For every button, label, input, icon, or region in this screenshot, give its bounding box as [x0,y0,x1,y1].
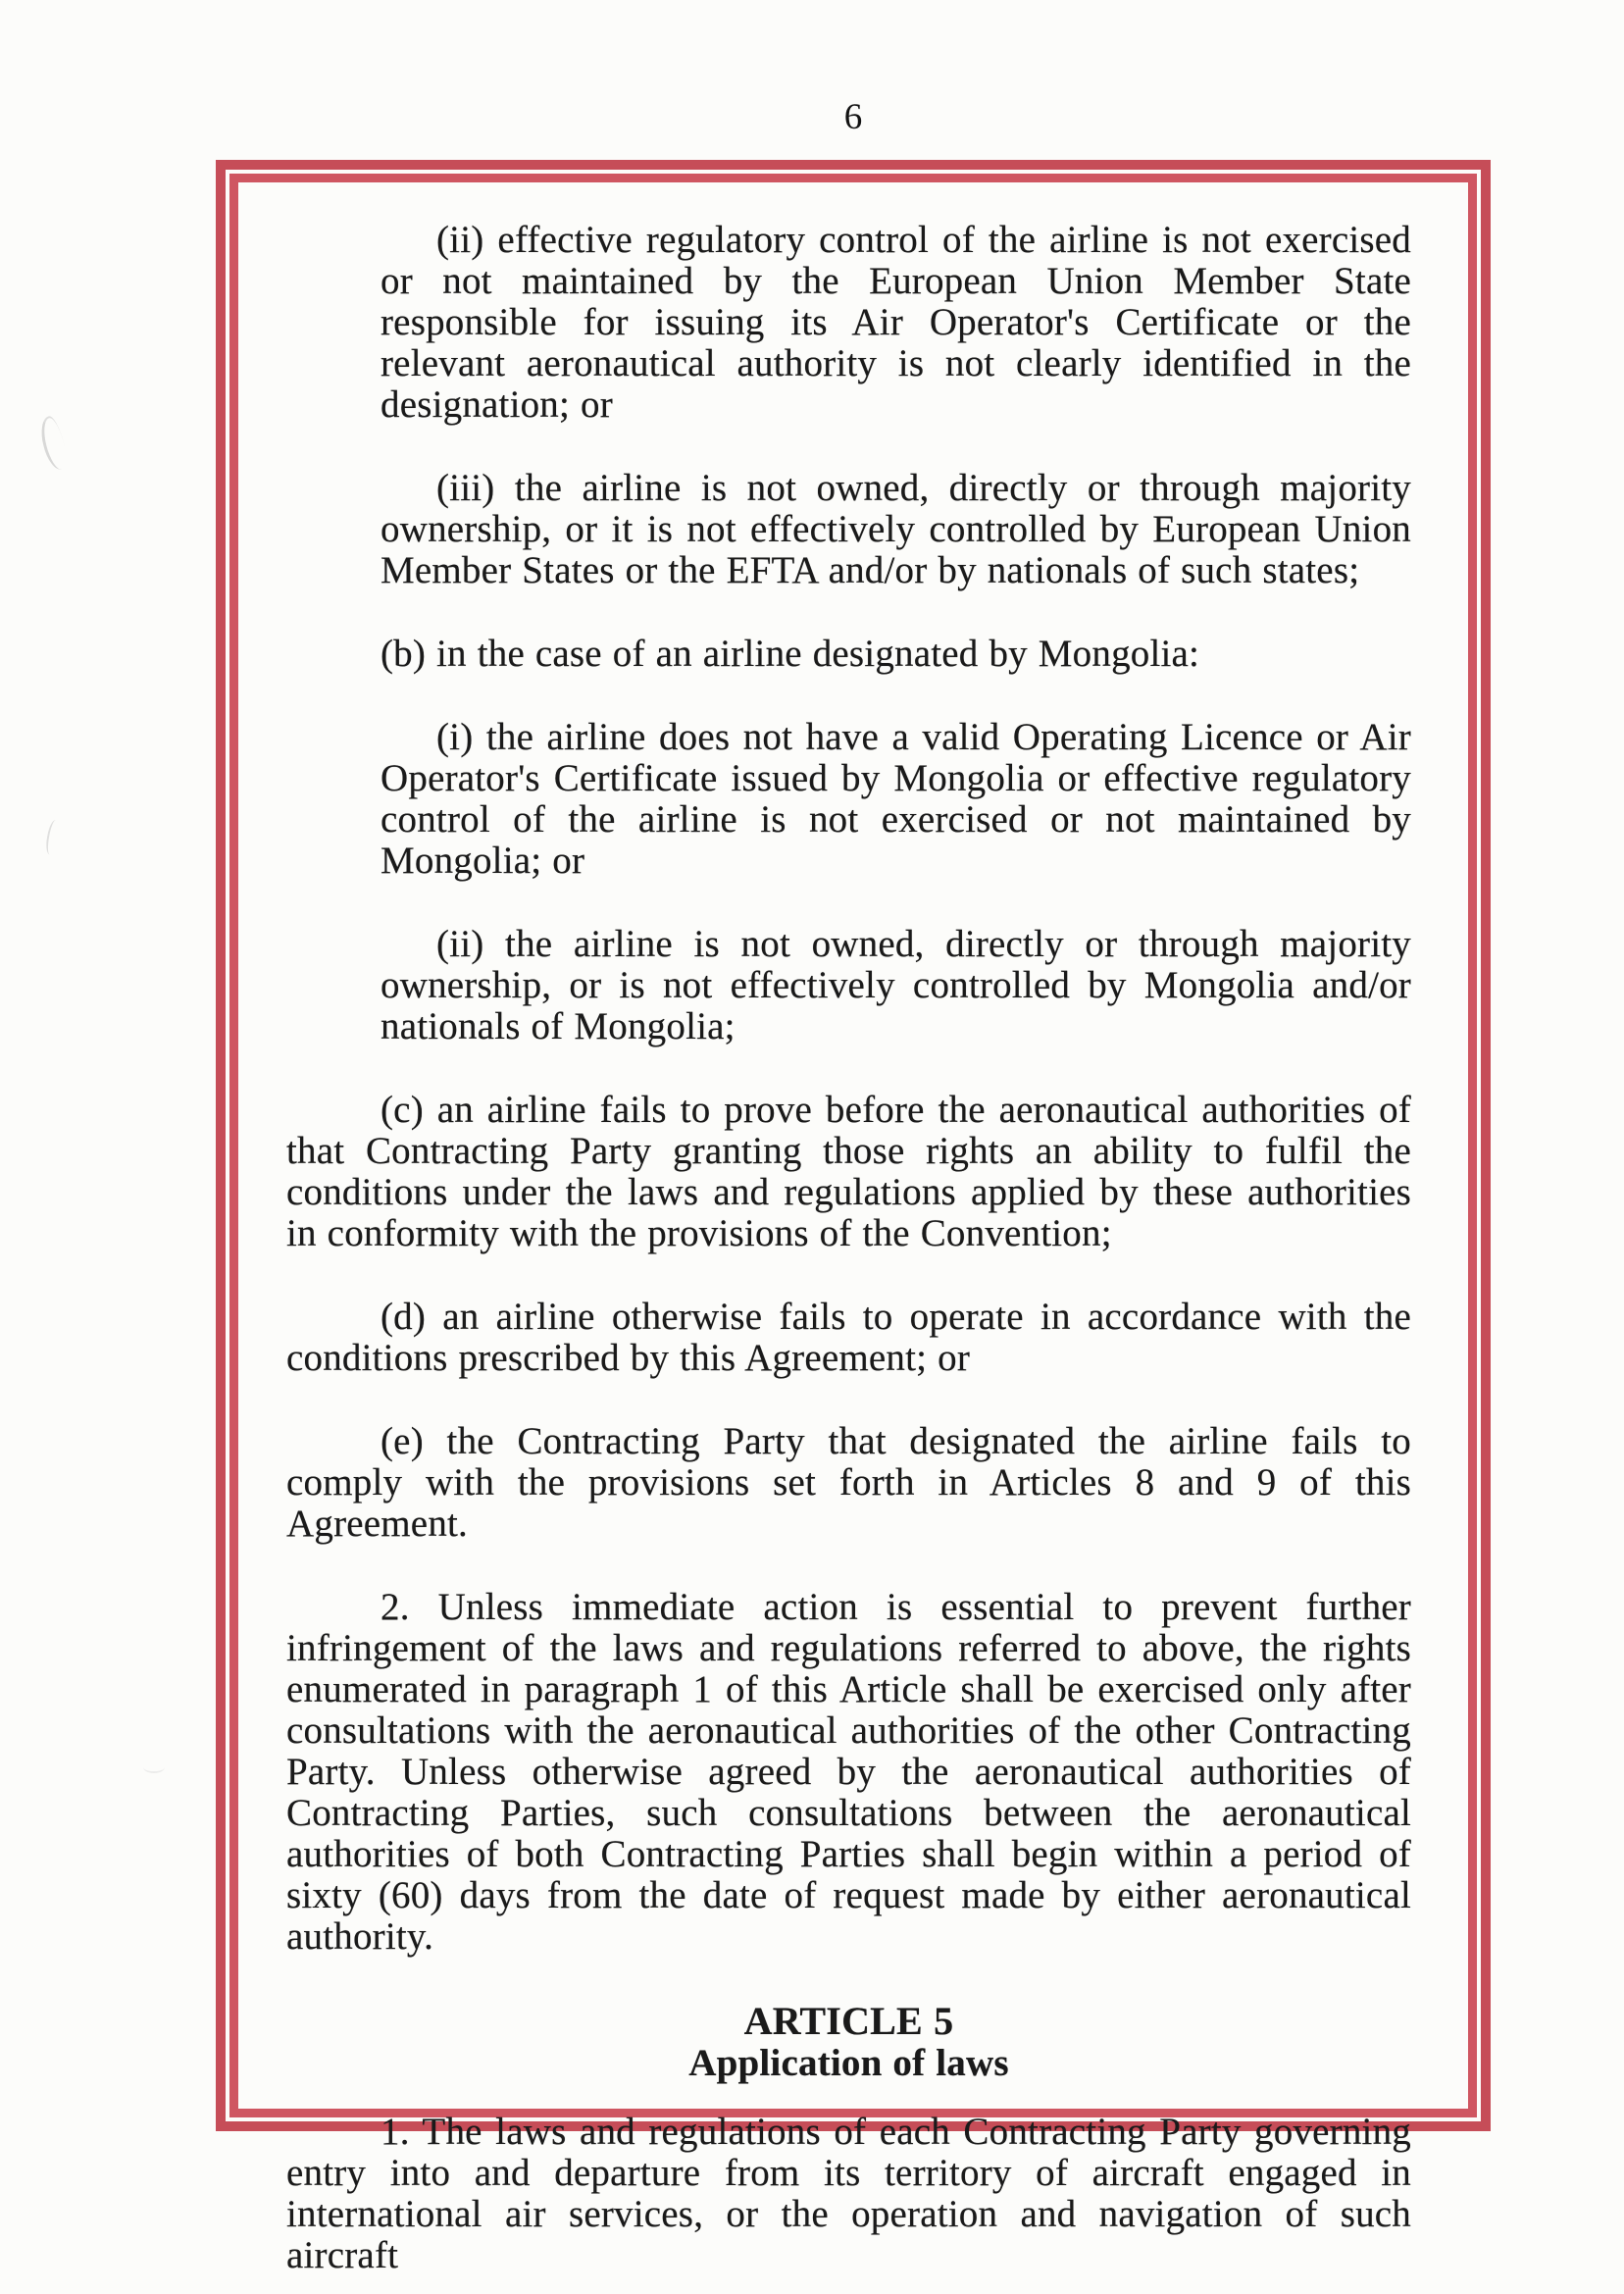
clause-c: (c) an airline fails to prove before the aeronautical authorities of that Contracting Party granting those rights an ability to fulfil the conditions under the laws and regulations applied by these authorities in conformity with the provisions of the Convention; [286,1089,1411,1254]
article-5-title: ARTICLE 5 [743,1999,954,2043]
item-b: (b) in the case of an airline designated by Mongolia: [381,633,1200,675]
clause-e: (e) the Contracting Party that designated the airline fails to comply with the provisions set forth in Articles 8 and 9 of this Agreement. [286,1420,1411,1545]
clause-a-ii: (ii) effective regulatory control of the airline is not exercised or not maintained by the European Union Member State responsible for issuing its Air Operator's Certificate or the relevant aeronautical authority is not clearly identified in the designation; or [381,219,1411,426]
clause-b-ii: (ii) the airline is not owned, directly or through majority ownership, or is not effectively controlled by Mongolia and/or nationals of Mongolia; [381,923,1411,1047]
page-border-outer [216,160,1491,2276]
pencil-mark-artifact [37,414,71,472]
clause-b-i: (i) the airline does not have a valid Operating Licence or Air Operator's Certificate issued by Mongolia or effective regulatory control of the airline is not exercised or not maintained by Mongolia; or [381,716,1411,882]
page-content [238,182,1468,2276]
pencil-mark-artifact [44,819,64,856]
clause-d: (d) an airline otherwise fails to operate in accordance with the conditions prescribed by this Agreement; or [286,1296,1411,1379]
clause-a-iii: (iii) the airline is not owned, directly or through majority ownership, or it is not effectively controlled by European Union Member States or the EFTA and/or by nationals of such states; [381,467,1411,591]
page-number: 6 [843,97,863,137]
pencil-mark-artifact [143,1761,165,1773]
paragraph-2: 2. Unless immediate action is essential to prevent further infringement of the laws and regulations referred to above, the rights enumerated in paragraph 1 of this Article shall be exercised only after consultations with the aeronautical authorities of the other Contracting Party. Unless otherwise agreed by the aeronautical authorities of Contracting Parties, such consultations between the aeronautical authorities of both Contracting Parties shall begin within a period of sixty (60) days from the date of request made by either aeronautical authority. [286,1586,1411,1958]
paragraph-1-article5: 1. The laws and regulations of each Contracting Party governing entry into and departure from its territory of aircraft engaged in international air services, or the operation and navigation of such aircraft [286,2111,1411,2276]
article-5-subtitle: Application of laws [688,2042,1009,2084]
page-border-inner [229,174,1477,2276]
